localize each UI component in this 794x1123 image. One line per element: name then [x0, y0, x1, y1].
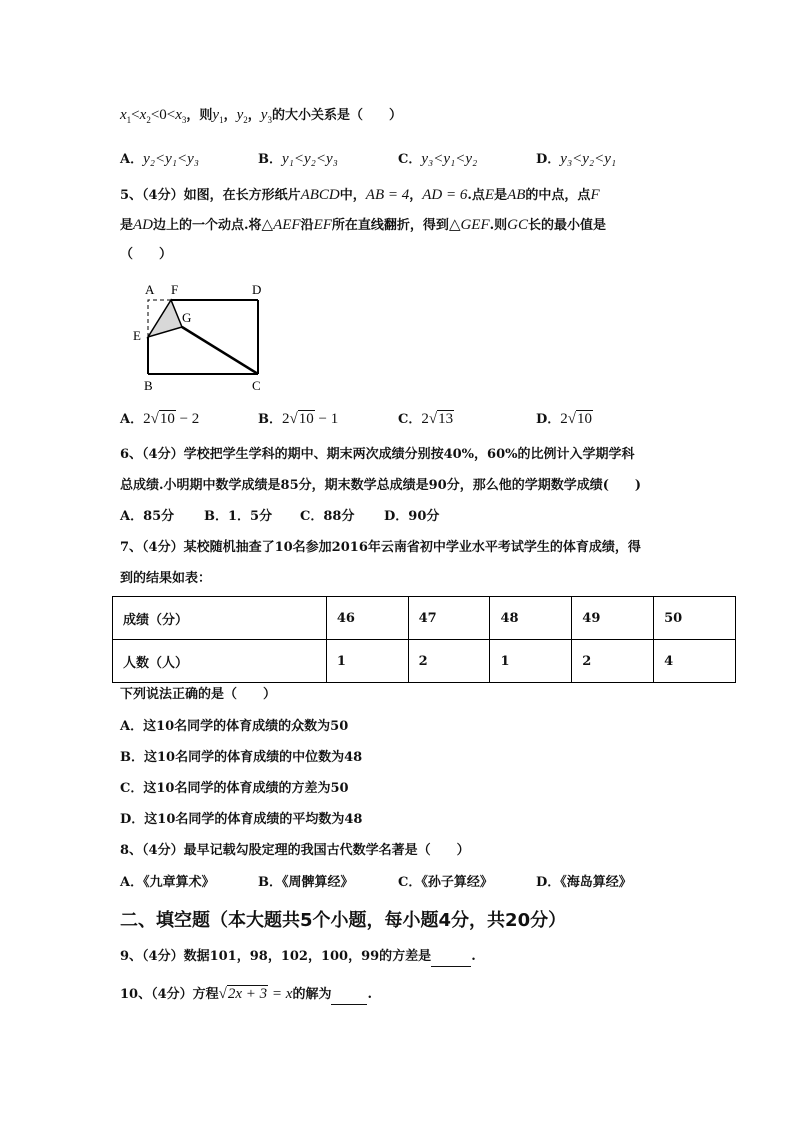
- q8-option-d: [536, 874, 632, 892]
- q8-line1: 8、（4分）最早记载勾股定理的我国古代数学名著是（ ）: [120, 843, 470, 858]
- q5-opt-coef: 2: [143, 411, 151, 427]
- q5-opt-post: − 1: [314, 411, 339, 427]
- q6-line1: 6、（4分）学校把学生学科的期中、期末两次成绩分别按40%，60%的比例计入学期学科: [120, 447, 635, 462]
- q9-line: [120, 948, 476, 967]
- q5-math: ABCD: [300, 187, 340, 203]
- q5-text: 沿: [300, 218, 314, 233]
- q5-math: AB: [507, 187, 526, 203]
- q6-opt-text: 90分: [408, 509, 440, 524]
- q6-opt-letter: D．: [384, 509, 409, 524]
- q4-condition-line: $x_1<x_2<0<x_3$，则$y_1$，$y_2$，$y_3$的大小关系是（ ）: [120, 107, 402, 125]
- q9-text: 9、（4分）数据101，98，102，100，99的方差是: [120, 949, 432, 964]
- q7-line1: 7、（4分）某校随机抽查了10名参加2016年云南省初中学业水平考试学生的体育成绩，得: [120, 540, 641, 555]
- table-cell: 49: [572, 597, 654, 640]
- q4-opt-expr: y₃<y₂<y₁: [560, 151, 617, 167]
- q5-math: △AEF: [261, 217, 301, 233]
- q5-math: AD = 6: [422, 187, 468, 203]
- q10-text: 10、（4分）方程: [120, 987, 219, 1002]
- q4-sep: ，: [223, 108, 237, 123]
- q5-line1: [120, 186, 600, 205]
- section-heading: 二、填空题（本大题共5个小题，每小题4分，共20分）: [120, 910, 567, 931]
- table-cell: 46: [326, 597, 408, 640]
- q10-answer-blank[interactable]: [331, 986, 367, 1005]
- q5-math: EF: [313, 217, 332, 233]
- label-b: B: [144, 378, 153, 393]
- q5-text: ，: [409, 188, 423, 203]
- q8-opt-text: 《周髀算经》: [282, 875, 354, 890]
- table-cell: 成绩（分）: [113, 597, 327, 640]
- table-cell: 2: [408, 640, 490, 683]
- q7-stem: 下列说法正确的是（ ）: [120, 687, 277, 702]
- q8-opt-text: 《海岛算经》: [560, 875, 632, 890]
- q10-line: 10、（4分）方程√2x + 3 = x的解为 .: [120, 985, 372, 1005]
- q4-opt-letter: C．: [398, 152, 422, 167]
- q4-opt-expr: y₃<y₁<y₂: [421, 151, 478, 167]
- q7-line2: 到的结果如表：: [120, 571, 212, 586]
- label-e: E: [133, 328, 141, 343]
- q10-end: .: [367, 987, 372, 1002]
- q5-math: F: [590, 187, 600, 203]
- q6-opt-letter: B．: [204, 509, 228, 524]
- q5-paren: （ ）: [120, 247, 173, 262]
- label-f: F: [171, 282, 179, 297]
- q4-sep: ，: [247, 108, 261, 123]
- q5-opt-letter: A．: [120, 412, 144, 427]
- q5-math: △GEF: [448, 217, 490, 233]
- q4-option-a: [120, 150, 199, 169]
- q8-option-c: [398, 874, 493, 892]
- q6-option-b: [204, 508, 272, 526]
- q4-opt-letter: D．: [536, 152, 561, 167]
- q4-opt-expr: y₂<y₁<y₃: [143, 151, 199, 167]
- q4-opt-expr: y₁<y₂<y₃: [282, 151, 338, 167]
- q5-opt-radicand: 10: [577, 411, 593, 427]
- q7-option-b: B．这10名同学的体育成绩的中位数为48: [120, 750, 363, 765]
- label-c: C: [252, 378, 261, 393]
- q7-option-c: C．这10名同学的体育成绩的方差为50: [120, 781, 349, 796]
- table-cell: 50: [654, 597, 736, 640]
- q5-option-c: C．2√13: [398, 411, 454, 427]
- label-g: G: [182, 310, 192, 325]
- q8-option-a: [120, 874, 215, 892]
- q8-opt-letter: A．: [120, 875, 144, 890]
- q8-option-b: [258, 874, 354, 892]
- q5-opt-coef: 2: [282, 411, 290, 427]
- q5-opt-letter: C．: [398, 412, 422, 427]
- table-cell: 2: [572, 640, 654, 683]
- q8-opt-letter: C．: [398, 875, 422, 890]
- q5-opt-radicand: 10: [298, 411, 314, 427]
- q8-opt-letter: B．: [258, 875, 282, 890]
- q5-option-d: D．2√10: [536, 411, 593, 427]
- q6-opt-text: 88分: [323, 509, 355, 524]
- q5-opt-radicand: 13: [438, 411, 454, 427]
- q4-cond-text: ，则: [186, 108, 213, 123]
- q5-opt-letter: D．: [536, 412, 561, 427]
- q4-option-d: [536, 150, 616, 169]
- q6-option-d: [384, 508, 439, 526]
- q5-opt-letter: B．: [258, 412, 282, 427]
- q6-line2: 总成绩.小明期中数学成绩是85分，期末数学总成绩是90分，那么他的学期数学成绩( ): [120, 478, 642, 493]
- q5-math: AB = 4: [365, 187, 410, 203]
- q4-cond-text2: 的大小关系是（ ）: [271, 108, 402, 123]
- table-cell: 48: [490, 597, 572, 640]
- q5-text: 5、（4分）如图，在长方形纸片: [120, 188, 301, 203]
- q10-suffix: 的解为: [292, 987, 332, 1002]
- q7-option-d: D．这10名同学的体育成绩的平均数为48: [120, 812, 363, 827]
- q5-text: 中，: [339, 188, 366, 203]
- table-cell: 1: [490, 640, 572, 683]
- q5-text: 边上的一个动点.将: [153, 218, 262, 233]
- segment-gc: [182, 327, 258, 374]
- q5-math: AD: [133, 217, 154, 233]
- label-d: D: [252, 282, 262, 297]
- q5-math: E: [484, 187, 495, 203]
- q5-math: GC: [507, 217, 529, 233]
- q5-figure: [128, 278, 278, 396]
- q5-text: 是: [494, 188, 508, 203]
- label-a: A: [145, 282, 155, 297]
- q8-opt-text: 《孙子算经》: [421, 875, 493, 890]
- q8-opt-text: 《九章算术》: [143, 875, 215, 890]
- q6-opt-letter: C．: [300, 509, 324, 524]
- q5-text: 长的最小值是: [528, 218, 607, 233]
- q6-opt-letter: A．: [120, 509, 144, 524]
- score-table: [112, 596, 736, 683]
- q5-opt-radicand: 10: [159, 411, 175, 427]
- q10-radicand: 2x + 3: [227, 986, 268, 1002]
- q6-option-c: [300, 508, 354, 526]
- q5-opt-coef: 2: [560, 411, 568, 427]
- q8-opt-letter: D．: [536, 875, 561, 890]
- q9-answer-blank[interactable]: [431, 948, 471, 967]
- q5-line2: [120, 216, 606, 235]
- table-cell: 1: [326, 640, 408, 683]
- table-cell: 人数（人）: [113, 640, 327, 683]
- table-row: [113, 640, 736, 683]
- q4-option-b: [258, 150, 338, 169]
- q5-text: 是: [120, 218, 134, 233]
- table-cell: 47: [408, 597, 490, 640]
- folded-triangle: [148, 300, 182, 337]
- q5-text: 所在直线翻折，得到: [331, 218, 449, 233]
- q9-end: .: [471, 949, 476, 964]
- q4-option-c: [398, 150, 477, 169]
- q7-option-a: A．这10名同学的体育成绩的众数为50: [120, 719, 349, 734]
- q6-option-a: [120, 508, 174, 526]
- q4-opt-letter: A．: [120, 152, 144, 167]
- table-row: [113, 597, 736, 640]
- q5-text: 的中点，点: [525, 188, 591, 203]
- q5-opt-coef: 2: [421, 411, 429, 427]
- q5-option-a: A．2√10 − 2: [120, 411, 200, 427]
- q6-opt-text: 85分: [143, 509, 175, 524]
- q5-opt-post: − 2: [175, 411, 200, 427]
- q10-eq: = x: [268, 986, 293, 1002]
- q5-option-b: B．2√10 − 1: [258, 411, 339, 427]
- q5-text: .点: [467, 188, 485, 203]
- q6-opt-text: 1．5分: [228, 509, 273, 524]
- q5-text: .则: [489, 218, 508, 233]
- q4-opt-letter: B．: [258, 152, 282, 167]
- table-cell: 4: [654, 640, 736, 683]
